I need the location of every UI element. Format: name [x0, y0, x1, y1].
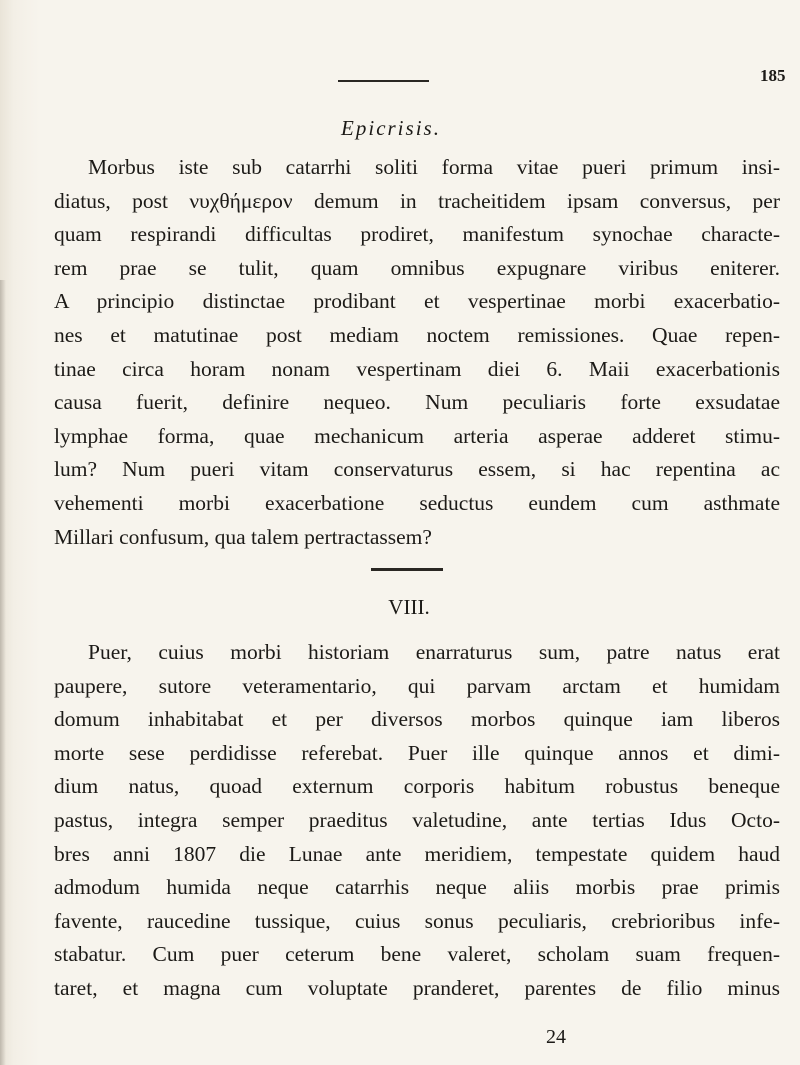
text-line: diatus, post νυχθήμερον demum in tracheitidem ipsam conversus, per [54, 188, 780, 213]
section-divider-rule [371, 568, 443, 571]
text-line: Puer, cuius morbi historiam enarraturus sum, patre natus erat [88, 640, 780, 664]
text-line: Millari confusum, qua talem pertractassem? [54, 524, 432, 549]
paragraph-case-history [54, 636, 780, 1006]
text-line: lymphae forma, quae mechanicum arteria asperae adderet stimu- [54, 423, 780, 448]
paragraph-epicrisis [54, 151, 780, 554]
text-line: stabatur. Cum puer ceterum bene valeret, scholam suam frequen- [54, 942, 780, 967]
text-line: rem prae se tulit, quam omnibus expugnare viribus eniterer. [54, 255, 780, 280]
text-line: causa fuerit, definire nequeo. Num peculiaris forte exsudatae [54, 390, 780, 415]
header-rule [338, 80, 429, 82]
text-line: tinae circa horam nonam vespertinam diei 6. Maii exacerbationis [54, 356, 780, 381]
text-line: A principio distinctae prodibant et vespertinae morbi exacerbatio- [54, 289, 780, 314]
text-line: pastus, integra semper praeditus valetudine, ante tertias Idus Octo- [54, 807, 780, 832]
text-line: vehementi morbi exacerbatione seductus eundem cum asthmate [54, 490, 780, 515]
text-line: quam respirandi difficultas prodiret, manifestum synochae characte- [54, 222, 780, 247]
text-line: Morbus iste sub catarrhi soliti forma vitae pueri primum insi- [88, 155, 780, 179]
text-line: nes et matutinae post mediam noctem remissiones. Quae repen- [54, 322, 780, 347]
text-line: dium natus, quoad externum corporis habitum robustus beneque [54, 774, 780, 799]
text-line: admodum humida neque catarrhis neque aliis morbis prae primis [54, 875, 780, 900]
text-line: lum? Num pueri vitam conservaturus essem, si hac repentina ac [54, 457, 780, 482]
text-line: paupere, sutore veteramentario, qui parvam arctam et humidam [54, 673, 780, 698]
page-number: 185 [760, 66, 786, 85]
binding-shadow [0, 280, 6, 1065]
text-line: bres anni 1807 die Lunae ante meridiem, tempestate quidem haud [54, 841, 780, 866]
text-line: domum inhabitabat et per diversos morbos quinque iam liberos [54, 707, 780, 732]
section-number: VIII. [388, 595, 430, 619]
text-line: morte sese perdidisse referebat. Puer ille quinque annos et dimi- [54, 740, 780, 765]
signature-mark: 24 [546, 1026, 566, 1048]
text-line: favente, raucedine tussique, cuius sonus peculiaris, crebrioribus infe- [54, 908, 780, 933]
section-title: Epicrisis. [341, 116, 441, 140]
text-line: taret, et magna cum voluptate pranderet, parentes de filio minus [54, 975, 780, 1000]
